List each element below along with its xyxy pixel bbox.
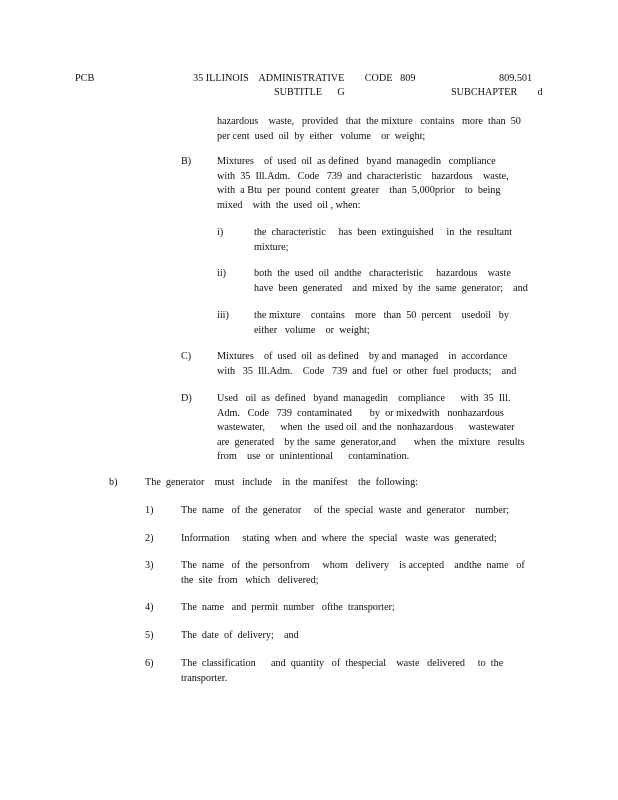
list-marker-3: 3) xyxy=(145,560,154,571)
header-center-line2: SUBTITLE G xyxy=(274,87,345,98)
text-line: Information stating when and where the special waste was generated; xyxy=(181,533,497,544)
subitem-i-text xyxy=(254,226,512,255)
subitem-marker-ii: ii) xyxy=(217,268,227,279)
text-line: both the used oil andthe characteristic hazardous waste xyxy=(254,268,511,279)
text-line: hazardous waste, provided that the mixture contains more than 50 xyxy=(217,116,521,127)
section-marker-b: b) xyxy=(109,477,118,488)
header-center-line1: 35 ILLINOIS ADMINISTRATIVE CODE 809 xyxy=(193,73,416,84)
subitem-iii-text xyxy=(254,309,509,338)
text-line: The name of the personfrom whom delivery is accepted andthe name of xyxy=(181,560,525,571)
list-item-4-text xyxy=(181,601,395,616)
header-left: PCB xyxy=(75,73,95,84)
subitem-ii-text xyxy=(254,267,528,296)
item-marker-C: C) xyxy=(181,351,192,362)
list-item-2-text xyxy=(181,532,497,547)
text-line: Adm. Code 739 contaminated by or mixedwith nonhazardous xyxy=(217,407,504,419)
text-line: transporter. xyxy=(181,672,228,684)
item-B-text xyxy=(217,155,509,213)
subitem-marker-iii: iii) xyxy=(217,310,229,321)
list-item-1-text xyxy=(181,504,509,519)
item-marker-D: D) xyxy=(181,393,192,404)
text-line: the site from which delivered; xyxy=(181,574,319,586)
list-item-3-text xyxy=(181,559,525,588)
subitem-marker-i: i) xyxy=(217,227,224,238)
item-marker-B: B) xyxy=(181,156,192,167)
item-D-text xyxy=(217,392,524,465)
list-item-6-text xyxy=(181,657,503,686)
text-line: per cent used oil by either volume or weight; xyxy=(217,130,426,142)
section-b-text: The generator must include in the manifest the following: xyxy=(145,477,419,488)
list-marker-2: 2) xyxy=(145,533,154,544)
text-line: mixture; xyxy=(254,241,289,253)
list-marker-1: 1) xyxy=(145,505,154,516)
text-line: Mixtures of used oil as defined byand managedin compliance xyxy=(217,156,496,167)
header-right: 809.501 xyxy=(499,73,533,84)
text-line: The name and permit number ofthe transporter; xyxy=(181,602,395,613)
text-line: with 35 Ill.Adm. Code 739 and fuel or other fuel products; and xyxy=(217,365,517,377)
list-marker-5: 5) xyxy=(145,630,154,641)
text-line: The classification and quantity of thespecial waste delivered to the xyxy=(181,658,504,669)
text-line: Mixtures of used oil as defined by and managed in accordance xyxy=(217,351,508,362)
text-line: either volume or weight; xyxy=(254,324,370,336)
text-line: are generated by the same generator,and when the mixture results xyxy=(217,436,525,448)
text-line: the characteristic has been extinguished in the resultant xyxy=(254,227,513,238)
list-marker-4: 4) xyxy=(145,602,154,613)
list-marker-6: 6) xyxy=(145,658,154,669)
text-line: with a Btu per pound content greater than 5,000prior to being xyxy=(217,185,501,197)
text-line: have been generated and mixed by the same generator; and xyxy=(254,282,528,294)
continuation-paragraph xyxy=(217,115,521,144)
text-line: mixed with the used oil , when: xyxy=(217,199,361,211)
text-line: The date of delivery; and xyxy=(181,630,299,641)
text-line: wastewater, when the used oil and the nonhazardous wastewater xyxy=(217,422,515,434)
text-line: The name of the generator of the special waste and generator number; xyxy=(181,505,510,516)
list-item-5-text xyxy=(181,629,299,644)
item-C-text xyxy=(217,350,516,379)
text-line: the mixture contains more than 50 percent usedoil by xyxy=(254,310,509,321)
text-line: from use or unintentional contamination. xyxy=(217,451,410,463)
text-line: with 35 Ill.Adm. Code 739 and characteristic hazardous waste, xyxy=(217,170,509,182)
text-line: Used oil as defined byand managedin compliance with 35 Ill. xyxy=(217,393,511,404)
header-right-line2: SUBCHAPTER d xyxy=(451,87,543,98)
